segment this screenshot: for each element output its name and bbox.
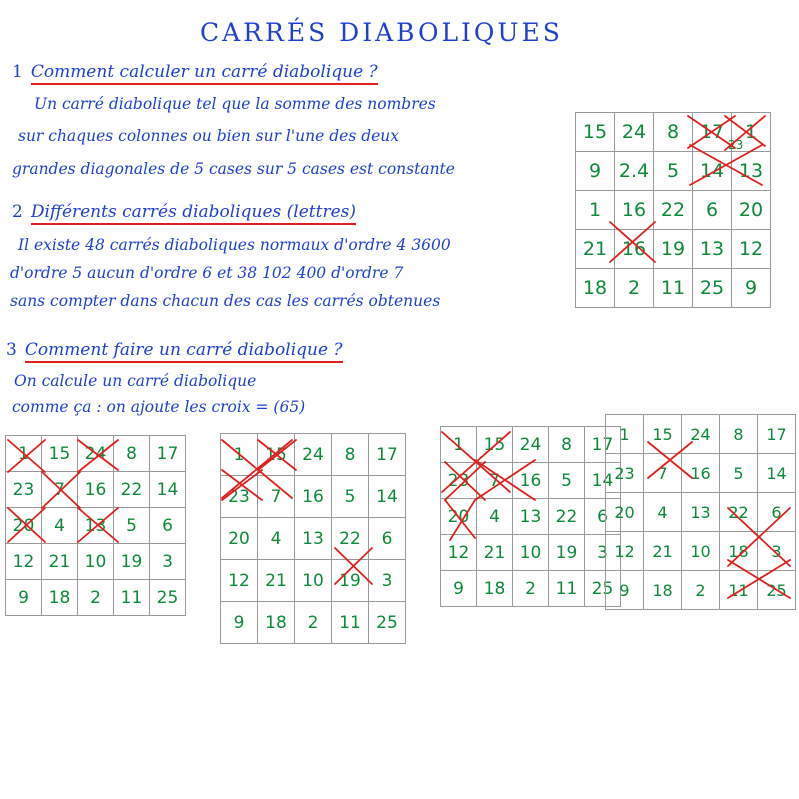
grid-cell: 25 [693,269,732,308]
grid-cell: 18 [720,532,758,571]
grid-cell: 20 [6,508,42,544]
grid-cell: 20 [221,518,258,560]
grid-cell: 21 [42,544,78,580]
grid-cell: 20 [732,191,771,230]
grid-cell: 14 [693,152,732,191]
grid-cell: 25 [585,571,621,607]
grid-cell: 14 [758,454,796,493]
grid-cell: 6 [369,518,406,560]
grid-cell: 22 [332,518,369,560]
grid-cell: 19 [332,560,369,602]
grid-cell: 8 [549,427,585,463]
grid-cell: 7 [258,476,295,518]
grid-cell: 3 [369,560,406,602]
grid-cell: 2 [78,580,114,616]
side-square-extra-number: 23 [728,138,744,152]
grid-cell: 19 [654,230,693,269]
grid-cell: 4 [644,493,682,532]
paragraph-2-line-1: Il existe 48 carrés diaboliques normaux d'ordre 4 3600 [18,236,451,254]
grid-cell: 20 [441,499,477,535]
grid-cell: 1 [441,427,477,463]
magic-square-4 [605,414,796,610]
grid-cell: 4 [477,499,513,535]
magic-square-1 [5,435,186,616]
grid-cell: 19 [114,544,150,580]
grid-cell: 10 [295,560,332,602]
grid-cell: 3 [585,535,621,571]
grid-cell: 22 [114,472,150,508]
grid-cell: 9 [221,602,258,644]
grid-cell: 13 [732,152,771,191]
grid-cell: 11 [720,571,758,610]
grid-cell: 11 [114,580,150,616]
grid-cell: 12 [441,535,477,571]
grid-cell: 6 [693,191,732,230]
grid-cell: 25 [150,580,186,616]
grid-cell: 9 [732,269,771,308]
grid-cell: 21 [258,560,295,602]
paragraph-1-line-2: sur chaques colonnes ou bien sur l'une des deux [18,127,400,145]
paragraph-1-line-3: grandes diagonales de 5 cases sur 5 cases est constante [12,160,455,178]
grid-cell: 12 [221,560,258,602]
grid-cell: 2.4 [615,152,654,191]
magic-square-2 [220,433,406,644]
grid-cell: 9 [576,152,615,191]
grid-cell: 23 [6,472,42,508]
grid-cell: 7 [477,463,513,499]
grid-cell: 23 [221,476,258,518]
grid-cell: 6 [585,499,621,535]
grid-cell: 2 [513,571,549,607]
grid-cell: 11 [654,269,693,308]
paragraph-3-line-2: comme ça : on ajoute les croix = (65) [12,398,306,416]
grid-cell: 12 [732,230,771,269]
grid-cell: 9 [441,571,477,607]
grid-cell: 15 [258,434,295,476]
grid-cell: 13 [513,499,549,535]
grid-cell: 15 [576,113,615,152]
grid-cell: 5 [332,476,369,518]
grid-cell: 3 [758,532,796,571]
grid-cell: 23 [441,463,477,499]
grid-cell: 23 [606,454,644,493]
grid-cell: 2 [682,571,720,610]
grid-cell: 11 [332,602,369,644]
page-title: CARRÉS DIABOLIQUES [200,18,563,47]
grid-cell: 13 [693,230,732,269]
grid-cell: 18 [644,571,682,610]
grid-cell: 5 [720,454,758,493]
grid-cell: 22 [720,493,758,532]
grid-cell: 19 [549,535,585,571]
paragraph-2-line-3: sans compter dans chacun des cas les carrés obtenues [10,292,441,310]
grid-cell: 16 [682,454,720,493]
grid-cell: 17 [369,434,406,476]
grid-cell: 5 [654,152,693,191]
grid-cell: 9 [6,580,42,616]
grid-cell: 1 [6,436,42,472]
grid-cell: 2 [295,602,332,644]
grid-cell: 8 [332,434,369,476]
grid-cell: 15 [42,436,78,472]
grid-cell: 10 [513,535,549,571]
grid-cell: 17 [758,415,796,454]
grid-cell: 10 [78,544,114,580]
grid-cell: 14 [369,476,406,518]
grid-cell: 13 [78,508,114,544]
grid-cell: 24 [513,427,549,463]
grid-cell: 25 [758,571,796,610]
grid-cell: 21 [576,230,615,269]
grid-cell: 24 [615,113,654,152]
grid-cell: 21 [644,532,682,571]
grid-cell: 20 [606,493,644,532]
grid-cell: 12 [6,544,42,580]
grid-cell: 18 [42,580,78,616]
grid-cell: 18 [258,602,295,644]
grid-cell: 5 [549,463,585,499]
grid-cell: 1 [732,113,771,152]
grid-cell: 1 [576,191,615,230]
grid-cell: 14 [150,472,186,508]
grid-cell: 16 [615,230,654,269]
grid-cell: 10 [682,532,720,571]
grid-cell: 16 [78,472,114,508]
grid-cell: 16 [615,191,654,230]
grid-cell: 17 [693,113,732,152]
grid-cell: 24 [682,415,720,454]
grid-cell: 3 [150,544,186,580]
grid-cell: 15 [644,415,682,454]
grid-cell: 1 [606,415,644,454]
grid-cell: 15 [477,427,513,463]
grid-cell: 2 [615,269,654,308]
grid-cell: 8 [720,415,758,454]
grid-cell: 8 [114,436,150,472]
grid-cell: 14 [585,463,621,499]
magic-square-3 [440,426,621,607]
grid-cell: 11 [549,571,585,607]
grid-cell: 22 [654,191,693,230]
grid-cell: 18 [477,571,513,607]
grid-cell: 6 [758,493,796,532]
grid-cell: 7 [42,472,78,508]
grid-cell: 13 [295,518,332,560]
paragraph-1-line-1: Un carré diabolique tel que la somme des nombres [34,95,436,113]
section-3-heading: 3 Comment faire un carré diabolique ? [6,340,343,360]
grid-cell: 24 [78,436,114,472]
paragraph-2-line-2: d'ordre 5 aucun d'ordre 6 et 38 102 400 d'ordre 7 [10,264,404,282]
section-1-heading: 1 Comment calculer un carré diabolique ? [12,62,378,82]
grid-cell: 6 [150,508,186,544]
grid-cell: 4 [258,518,295,560]
grid-cell: 22 [549,499,585,535]
grid-cell: 21 [477,535,513,571]
grid-cell: 8 [654,113,693,152]
section-2-heading: 2 Différents carrés diaboliques (lettres) [12,202,356,222]
grid-cell: 4 [42,508,78,544]
grid-cell: 16 [513,463,549,499]
grid-cell: 16 [295,476,332,518]
grid-cell: 12 [606,532,644,571]
grid-cell: 17 [150,436,186,472]
grid-cell: 13 [682,493,720,532]
grid-cell: 7 [644,454,682,493]
grid-cell: 17 [585,427,621,463]
grid-cell: 9 [606,571,644,610]
grid-cell: 18 [576,269,615,308]
grid-cell: 25 [369,602,406,644]
grid-cell: 24 [295,434,332,476]
grid-cell: 5 [114,508,150,544]
paragraph-3-line-1: On calcule un carré diabolique [14,372,257,390]
grid-cell: 1 [221,434,258,476]
